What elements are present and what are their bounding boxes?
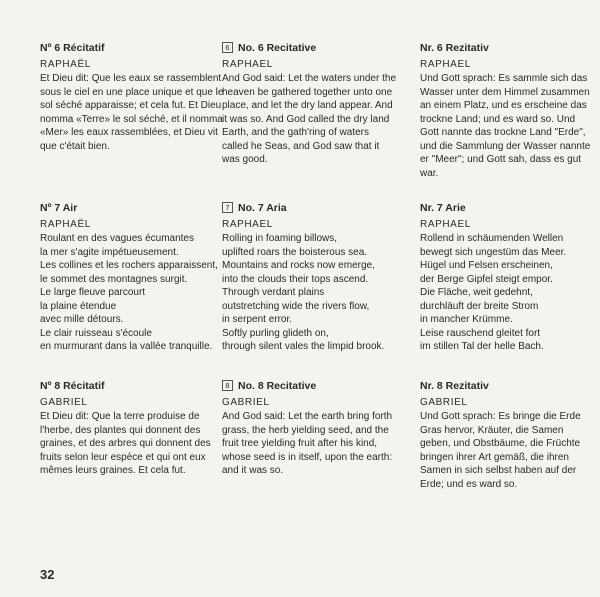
section-title-text: No. 6 Recitative	[238, 42, 317, 54]
text-block	[40, 232, 218, 354]
text-line: l'herbe, des plantes qui donnent des	[40, 424, 201, 436]
text-line: la plaine étendue	[40, 300, 117, 312]
text-line: Rolling in foaming billows,	[222, 233, 338, 244]
text-line: called he Seas, and God saw that it	[222, 140, 380, 152]
section-title	[222, 380, 400, 393]
section-title	[420, 380, 590, 393]
section-de-2	[420, 202, 590, 354]
speaker-name: RAPHAEL	[420, 59, 471, 70]
text-line: it was so. And God called the dry land	[222, 113, 390, 125]
text-line: grass, the herb yielding seed, and the	[222, 424, 389, 436]
text-line: Wasser unter dem Himmel zusammen	[420, 86, 590, 98]
text-line: heaven be gathered together unto one	[222, 86, 393, 98]
text-line: im stillen Tal der helle Bach.	[420, 341, 544, 352]
text-line: Hügel und Felsen erscheinen,	[420, 260, 553, 271]
text-line: and it was so.	[222, 465, 284, 476]
speaker-name: GABRIEL	[222, 397, 270, 408]
text-block	[222, 72, 400, 167]
text-line: an einem Platz, und es erscheine das	[420, 100, 587, 111]
section-title	[40, 202, 210, 215]
text-line: «Mer» les eaux rassemblées, et Dieu vit	[40, 127, 218, 138]
text-line: er "Meer"; und Gott sah, dass es gut	[420, 154, 582, 165]
text-line: outstretching wide the rivers flow,	[222, 300, 370, 312]
text-block	[420, 72, 590, 180]
track-number-box: 8	[222, 380, 233, 391]
section-title	[420, 42, 590, 55]
text-line: Die Fläche, weit gedehnt,	[420, 287, 533, 298]
text-line: sol séché apparaisse; et cela fut. Et Dieu	[40, 100, 222, 111]
section-title	[40, 380, 210, 393]
text-block	[420, 410, 590, 491]
text-line: avec mille détours.	[40, 314, 124, 325]
track-number-box: 7	[222, 202, 233, 213]
text-line: Gott nannte das trockne Land "Erde",	[420, 127, 586, 138]
track-number-box: 6	[222, 42, 233, 53]
text-block	[222, 232, 400, 354]
speaker-name: RAPHAEL	[222, 219, 273, 230]
section-title-text: Nr. 7 Arie	[420, 202, 466, 214]
text-line: in serpent error.	[222, 314, 293, 325]
text-line: la mer s'agite impétueusement.	[40, 246, 179, 258]
text-line: le sommet des montagnes surgit.	[40, 273, 188, 285]
text-line: And God said: Let the earth bring forth	[222, 411, 393, 422]
speaker-name: RAPHAEL	[222, 59, 273, 70]
text-line: Le large fleuve parcourt	[40, 287, 146, 298]
text-block	[40, 72, 224, 153]
text-line: into the clouds their tops ascend.	[222, 273, 369, 285]
section-de-1	[420, 42, 590, 180]
text-line: Earth, and the gath'ring of waters	[222, 127, 369, 138]
section-title-text: Nº 6 Récitatif	[40, 42, 105, 54]
text-line: was good.	[222, 154, 268, 165]
text-line: fruit tree yielding fruit after his kind,	[222, 438, 378, 449]
text-line: whose seed is in itself, upon the earth:	[222, 451, 393, 463]
text-line: graines, et des arbres qui donnent des	[40, 438, 211, 449]
text-line: Through verdant plains	[222, 287, 325, 298]
text-line: through silent vales the limpid brook.	[222, 341, 385, 352]
text-line: bewegt sich ungestüm das Meer.	[420, 246, 567, 258]
section-en-2	[222, 202, 400, 354]
speaker-name: RAPHAËL	[40, 59, 91, 70]
speaker-name: RAPHAËL	[40, 219, 91, 230]
text-line: in mancher Krümme.	[420, 314, 513, 325]
text-line: que c'était bien.	[40, 140, 110, 152]
text-line: der Berge Gipfel steigt empor.	[420, 273, 553, 285]
section-title	[222, 42, 400, 55]
text-line: mêmes leurs graines. Et cela fut.	[40, 465, 186, 476]
text-line: Les collines et les rochers apparaissent,	[40, 260, 218, 271]
text-line: war.	[420, 167, 439, 179]
text-line: und die Sammlung der Wasser nannte	[420, 140, 591, 152]
text-line: Rollend in schäumenden Wellen	[420, 233, 564, 244]
section-title-text: Nº 8 Récitatif	[40, 380, 105, 392]
section-fr-1	[40, 42, 224, 153]
text-line: Und Gott sprach: Es sammle sich das	[420, 73, 588, 84]
text-line: Erde; und es ward so.	[420, 478, 518, 490]
section-title-text: Nr. 6 Rezitativ	[420, 42, 489, 54]
text-line: en murmurant dans la vallée tranquille.	[40, 341, 213, 352]
text-line: Mountains and rocks now emerge,	[222, 260, 375, 271]
speaker-name: RAPHAEL	[420, 219, 471, 230]
text-line: sous le ciel en une place unique et que le	[40, 86, 224, 98]
text-line: durchläuft der breite Strom	[420, 300, 539, 312]
text-line: bringen ihrer Art gemäß, die ihren	[420, 451, 569, 463]
section-title-text: No. 8 Recitative	[238, 380, 317, 392]
text-line: Samen in sich selbst haben auf der	[420, 465, 577, 476]
section-en-1	[222, 42, 400, 167]
text-block	[420, 232, 590, 354]
section-title	[420, 202, 590, 215]
section-title	[40, 42, 210, 55]
text-line: place, and let the dry land appear. And	[222, 100, 393, 111]
section-fr-2	[40, 202, 218, 354]
text-line: Leise rauschend gleitet fort	[420, 327, 541, 339]
text-line: Le clair ruisseau s'écoule	[40, 327, 152, 339]
section-fr-3	[40, 380, 210, 478]
section-title-text: Nº 7 Air	[40, 202, 78, 214]
text-line: Softly purling glideth on,	[222, 327, 329, 339]
text-line: Et Dieu dit: Que la terre produise de	[40, 411, 200, 422]
text-line: geben, und Obstbäume, die Früchte	[420, 438, 581, 449]
text-line: uplifted roars the boisterous sea.	[222, 246, 368, 258]
section-title-text: Nr. 8 Rezitativ	[420, 380, 489, 392]
text-line: fruits selon leur espèce et qui ont eux	[40, 451, 206, 463]
section-en-3	[222, 380, 400, 478]
text-line: Roulant en des vagues écumantes	[40, 233, 194, 244]
speaker-name: GABRIEL	[420, 397, 468, 408]
text-block	[40, 410, 210, 478]
text-line: trockne Land; und es ward so. Und	[420, 113, 576, 125]
text-block	[222, 410, 400, 478]
page-number: 32	[40, 567, 55, 582]
section-title-text: No. 7 Aria	[238, 202, 287, 214]
text-line: Et Dieu dit: Que les eaux se rassemblent	[40, 73, 222, 84]
text-line: And God said: Let the waters under the	[222, 73, 396, 84]
text-line: Und Gott sprach: Es bringe die Erde	[420, 411, 581, 422]
section-de-3	[420, 380, 590, 491]
text-line: Gras hervor, Kräuter, die Samen	[420, 424, 564, 436]
speaker-name: GABRIEL	[40, 397, 88, 408]
section-title	[222, 202, 400, 215]
text-line: nomma «Terre» le sol séché, et il nomma	[40, 113, 223, 125]
